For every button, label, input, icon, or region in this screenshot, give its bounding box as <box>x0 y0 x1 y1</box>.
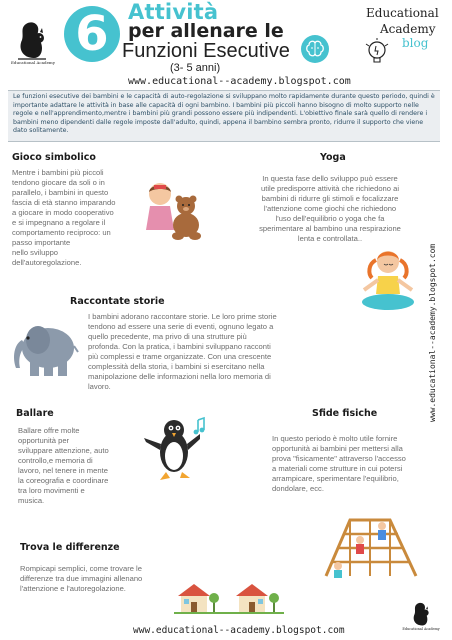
heading-sfide-fisiche: Sfide fisiche <box>312 408 378 419</box>
title-line-2: per allenare le <box>128 20 284 42</box>
side-url <box>424 232 440 422</box>
intro-paragraph: Le funzioni esecutive dei bambini e le capacità di auto-regolazione si sviluppano molto rapidamente durante questo periodo, quindi è importante adattare le attività in base alle capacità di ogni bambino. I bambini più piccoli hanno bisogno di molto supporto nelle regole e nell'apprendimento,mentre i bambini più grandi possono essere più indipendenti. L'obiettivo finale sarà quello di rendere i bambini meno dipendenti dalle regole imposte dall'adulto, quindi, appena il bambino sembra pronto, ridurre il supporto che viene dato solitamente. <box>8 90 440 142</box>
title-line-3: Funzioni Esecutive <box>122 40 290 62</box>
child-teddy-bear-icon <box>140 180 210 242</box>
header-url: www.educational--academy.blogspot.com <box>128 76 351 87</box>
svg-text:www.educational--academy.blogs: www.educational--academy.blogspot.com <box>428 243 437 422</box>
brand-line-1: Educational <box>366 6 439 20</box>
climbing-frame-icon <box>320 514 422 580</box>
footer-logo-label: Educational Academy <box>402 627 440 631</box>
heading-ballare: Ballare <box>16 408 54 419</box>
brand-line-2: Academy <box>380 22 436 36</box>
heading-raccontate-storie: Raccontate storie <box>70 296 165 307</box>
brand-line-3: blog <box>402 36 429 50</box>
heading-yoga: Yoga <box>320 152 346 163</box>
number-six-badge: 6 <box>64 6 120 62</box>
title-line-1: Attività <box>128 0 219 24</box>
heading-trova-le-differenze: Trova le differenze <box>20 542 120 553</box>
brain-icon <box>300 34 330 64</box>
yoga-girl-icon <box>356 248 420 314</box>
dancing-penguin-icon <box>138 412 212 486</box>
text-trova-le-differenze: Rompicapi semplici, come trovare le differenze tra due immagini allenano l'attenzione e l'autoregolazione. <box>20 564 143 593</box>
lightbulb-icon <box>364 38 390 68</box>
text-raccontate-storie: I bambini adorano raccontare storie. Le loro prime storie tendono ad essere una serie di eventi, ognuno legato a quello precedente, ma privo di una strutture più profonda. Con la pratica, i bambini sviluppano racconti più complessi e trame organizzate. Con una crescente complessità della storia, i bambini si esercitano nella manipolazione delle informazioni nella loro memoria di lavoro. <box>88 312 277 391</box>
squirrel-logo-icon <box>12 18 52 62</box>
text-ballare: Ballare offre molte opportunità per sviluppare attenzione, auto controllo,e memoria di lavoro, nel tenere in mente la coreografia e coordinare tra loro movimenti e musica. <box>18 426 109 505</box>
logo-label: Educational Academy <box>11 60 55 65</box>
footer-squirrel-logo-icon <box>408 600 434 628</box>
text-gioco-simbolico: Mentre i bambini più piccoli tendono giocare da soli o in parallelo, i bambini in questo fascia di età stanno imparando a giocare in modo cooperativo e si impegnano a regolare il comportamento reciproco: un passo importante nello sviluppo dell'autoregolazione. <box>12 168 116 267</box>
elephant-icon <box>8 318 80 378</box>
two-houses-icon <box>174 580 284 614</box>
text-yoga: In questa fase dello sviluppo può essere utile predisporre attività che richiedono ai bambini di ridurre gli stimoli e focalizzare l'attenzione come giochi che richiedono l'uso dell'equilibrio o yoga che fa sperimentare al bambino una respirazione lenta e controllata.. <box>259 174 401 243</box>
text-sfide-fisiche: In questo periodo è molto utile fornire opportunità ai bambini per mettersi alla prova "fisicamente" attraverso l'accesso a materiali come strutture in cui potersi arrampicare, sperimentare l'equilibrio, dondolare, ecc. <box>272 434 406 493</box>
age-range: (3- 5 anni) <box>170 62 221 74</box>
heading-gioco-simbolico: Gioco simbolico <box>12 152 96 163</box>
footer-url: www.educational--academy.blogspot.com <box>133 625 345 636</box>
